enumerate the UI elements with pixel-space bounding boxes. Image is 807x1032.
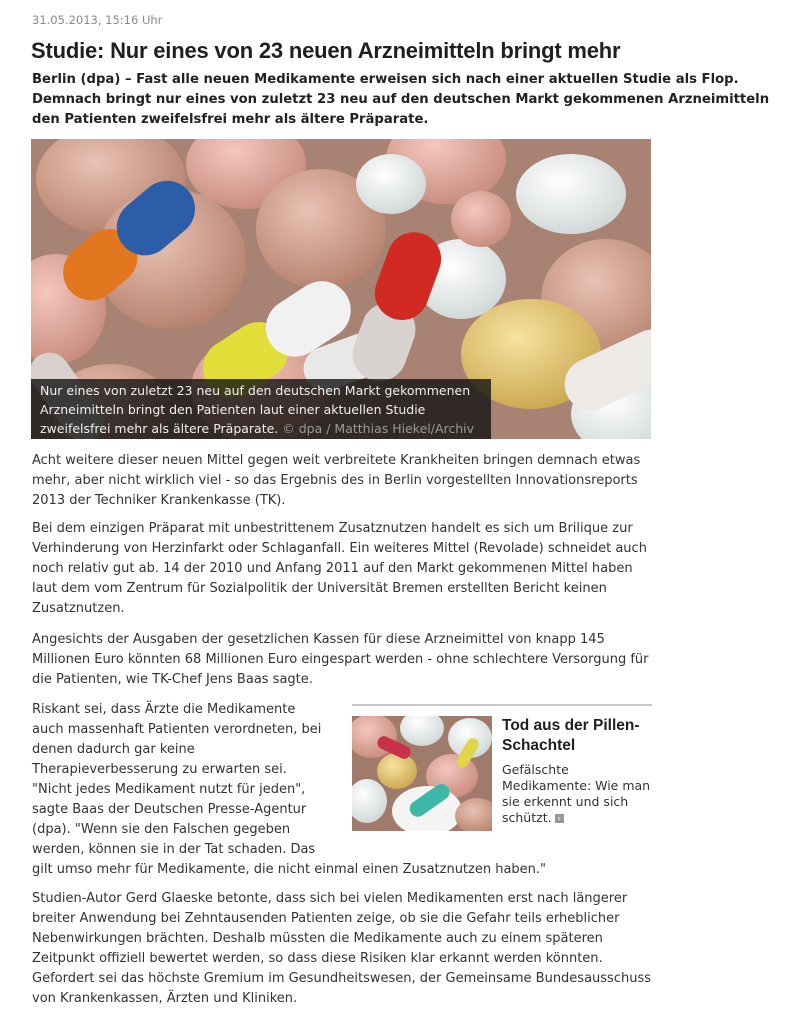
related-teaser[interactable] <box>352 704 652 836</box>
teaser-image[interactable] <box>352 716 492 831</box>
article-date: 31.05.2013, 15:16 Uhr <box>32 13 163 27</box>
hero-image[interactable] <box>31 139 651 439</box>
arrow-right-icon[interactable]: › <box>555 814 564 823</box>
teaser-title[interactable]: Tod aus der Pillen-Schachtel <box>502 717 640 754</box>
paragraph-5: Studien-Autor Gerd Glaeske betonte, dass sich bei vielen Medikamenten erst nach längerer breiter Anwendung bei Zehntausenden Patienten zeige, ob sie die Gefahr teils erheblicher Nebenwirkungen brächten. Deshalb müssten die Medikamente auch zu einem späteren Zeitpunkt offiziell bewertet werden, so dass diese Risiken klar erkannt werden könnten. Gefordert sei das höchste Gremium im Gesundheitswesen, der Gemeinsame Bundesausschuss von Krankenkassen, Ärzten und Kliniken. <box>32 891 651 1006</box>
paragraph-4-block <box>32 700 652 880</box>
article-lead: Berlin (dpa) – Fast alle neuen Medikamente erweisen sich nach einer aktuellen Studie als Flop. Demnach bringt nur eines von zuletzt 23 neu auf den deutschen Markt gekommenen Arzneimitteln den Patienten zweifelsfrei mehr als ältere Präparate. <box>32 72 770 127</box>
image-caption <box>31 379 491 439</box>
caption-text: Nur eines von zuletzt 23 neu auf den deutschen Markt gekommenen Arzneimitteln bringt den Patienten laut einer aktuellen Studie zweifelsfrei mehr als ältere Präparate. <box>40 383 471 436</box>
paragraph-2: Bei dem einzigen Präparat mit unbestrittenem Zusatznutzen handelt es sich um Brilique zur Verhinderung von Herzinfarkt oder Schlaganfall. Ein weiteres Mittel (Revolade) schneidet auch noch relativ gut ab. 14 der 2010 und Anfang 2011 auf den Markt gekommenen Mittel haben laut dem vom Zentrum für Sozialpolitik der Universität Bremen erstellten Bericht keinen Zusatznutzen. <box>32 521 647 616</box>
paragraph-1: Acht weitere dieser neuen Mittel gegen weit verbreitete Krankheiten bringen demnach etwas mehr, aber nicht wirklich viel - so das Ergebnis des in Berlin vorgestellten Innovationsreports 2013 der Techniker Krankenkasse (TK). <box>32 453 641 508</box>
teaser-description-text: Gefälschte Medikamente: Wie man sie erkennt und sich schützt. <box>502 762 651 825</box>
photo-credit: © dpa / Matthias Hiekel/Archiv <box>282 421 475 436</box>
paragraph-4: Riskant sei, dass Ärzte die Medikamente auch massenhaft Patienten verordneten, bei denen dadurch gar keine Therapieverbesserung zu erwarten sei. "Nicht jedes Medikament nutzt für jeden", sagte Baas der Deutschen Presse-Agentur (dpa). "Wenn sie den Falschen gegeben werden, können sie in der Tat schaden. Das gilt umso mehr für Medikamente, die nicht einmal einen Zusatznutzen haben." <box>32 702 547 877</box>
pills-thumbnail <box>352 716 492 831</box>
paragraph-3: Angesichts der Ausgaben der gesetzlichen Kassen für diese Arzneimittel von knapp 145 Millionen Euro könnten 68 Millionen Euro eingespart werden - ohne schlechtere Versorgung für die Patienten, wie TK-Chef Jens Baas sagte. <box>32 632 649 687</box>
teaser-description[interactable] <box>502 762 652 826</box>
teaser-text <box>502 716 652 826</box>
article-headline: Studie: Nur eines von 23 neuen Arzneimitteln bringt mehr <box>31 38 621 63</box>
